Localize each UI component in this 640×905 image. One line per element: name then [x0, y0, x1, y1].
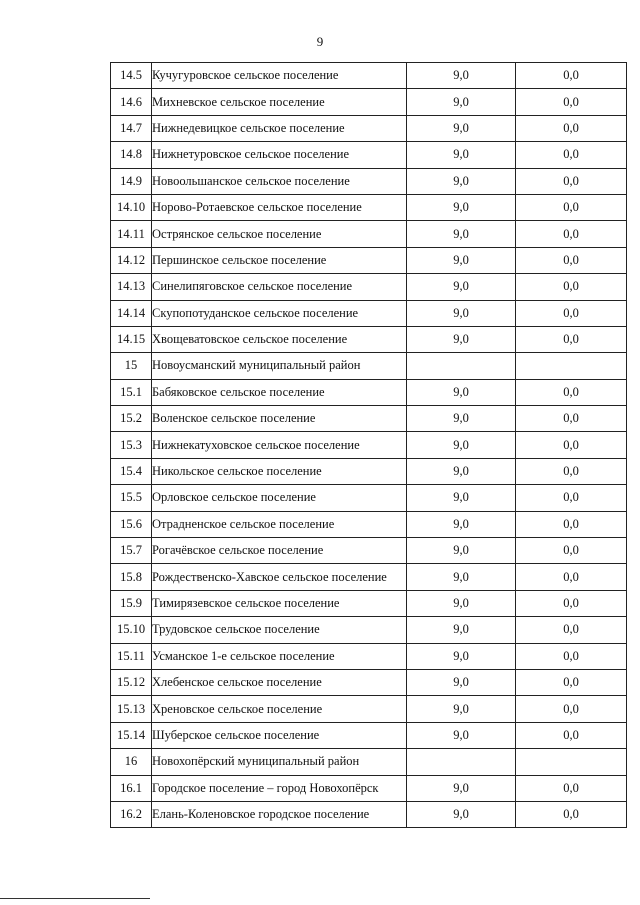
row-name-cell: Нижнетуровское сельское поселение	[152, 142, 407, 168]
row-number-cell: 15.5	[111, 485, 152, 511]
row-name-cell: Трудовское сельское поселение	[152, 617, 407, 643]
row-value-1-cell: 9,0	[407, 142, 516, 168]
row-value-2-cell: 0,0	[516, 194, 627, 220]
row-number-cell: 14.9	[111, 168, 152, 194]
row-number-cell: 15.12	[111, 669, 152, 695]
row-name-cell: Новоольшанское сельское поселение	[152, 168, 407, 194]
row-name-cell: Острянское сельское поселение	[152, 221, 407, 247]
row-number-cell: 15.8	[111, 564, 152, 590]
table-row	[111, 379, 627, 405]
footnote-divider	[0, 898, 150, 899]
row-name-cell: Скупопотуданское сельское поселение	[152, 300, 407, 326]
row-number-cell: 15.7	[111, 538, 152, 564]
page-number: 9	[316, 34, 324, 49]
row-value-2-cell: 0,0	[516, 590, 627, 616]
row-value-1-cell	[407, 749, 516, 775]
table-row	[111, 432, 627, 458]
row-value-1-cell: 9,0	[407, 168, 516, 194]
table-body	[111, 63, 627, 828]
row-value-2-cell: 0,0	[516, 89, 627, 115]
row-value-2-cell: 0,0	[516, 379, 627, 405]
row-value-1-cell: 9,0	[407, 617, 516, 643]
row-value-2-cell: 0,0	[516, 221, 627, 247]
row-value-2-cell: 0,0	[516, 168, 627, 194]
row-number-cell: 15.14	[111, 722, 152, 748]
row-value-2-cell: 0,0	[516, 643, 627, 669]
row-value-1-cell: 9,0	[407, 63, 516, 89]
row-number-cell: 14.10	[111, 194, 152, 220]
table-row	[111, 669, 627, 695]
row-value-1-cell: 9,0	[407, 775, 516, 801]
table-row	[111, 458, 627, 484]
row-name-cell: Нижнедевицкое сельское поселение	[152, 115, 407, 141]
row-value-2-cell: 0,0	[516, 406, 627, 432]
row-value-1-cell: 9,0	[407, 722, 516, 748]
row-value-1-cell: 9,0	[407, 221, 516, 247]
row-value-2-cell: 0,0	[516, 538, 627, 564]
row-value-1-cell: 9,0	[407, 669, 516, 695]
row-number-cell: 15.13	[111, 696, 152, 722]
row-value-2-cell: 0,0	[516, 801, 627, 827]
row-number-cell: 14.14	[111, 300, 152, 326]
table-row	[111, 775, 627, 801]
row-number-cell: 14.12	[111, 247, 152, 273]
row-name-cell: Синелипяговское сельское поселение	[152, 274, 407, 300]
table-row	[111, 485, 627, 511]
row-value-1-cell: 9,0	[407, 801, 516, 827]
row-value-1-cell: 9,0	[407, 115, 516, 141]
row-number-cell: 14.8	[111, 142, 152, 168]
table-row	[111, 142, 627, 168]
row-value-1-cell: 9,0	[407, 696, 516, 722]
row-value-1-cell: 9,0	[407, 485, 516, 511]
row-name-cell: Норово-Ротаевское сельское поселение	[152, 194, 407, 220]
row-number-cell: 14.11	[111, 221, 152, 247]
row-name-cell: Тимирязевское сельское поселение	[152, 590, 407, 616]
table-row	[111, 696, 627, 722]
row-value-1-cell: 9,0	[407, 194, 516, 220]
row-value-2-cell: 0,0	[516, 115, 627, 141]
table-row	[111, 590, 627, 616]
row-name-cell: Шуберское сельское поселение	[152, 722, 407, 748]
row-value-1-cell: 9,0	[407, 643, 516, 669]
row-number-cell: 16.1	[111, 775, 152, 801]
row-name-cell: Рогачёвское сельское поселение	[152, 538, 407, 564]
table-row	[111, 274, 627, 300]
row-value-1-cell: 9,0	[407, 379, 516, 405]
table-row	[111, 168, 627, 194]
row-name-cell: Отрадненское сельское поселение	[152, 511, 407, 537]
table-row	[111, 194, 627, 220]
row-number-cell: 15.6	[111, 511, 152, 537]
row-name-cell: Рождественско-Хавское сельское поселение	[152, 564, 407, 590]
row-value-2-cell: 0,0	[516, 300, 627, 326]
row-number-cell: 15.9	[111, 590, 152, 616]
row-name-cell: Кучугуровское сельское поселение	[152, 63, 407, 89]
row-number-cell: 15.1	[111, 379, 152, 405]
table-row	[111, 801, 627, 827]
row-value-2-cell: 0,0	[516, 247, 627, 273]
row-name-cell: Новоусманский муниципальный район	[152, 353, 407, 379]
row-number-cell: 15.11	[111, 643, 152, 669]
rates-table	[110, 62, 627, 828]
row-value-2-cell: 0,0	[516, 326, 627, 352]
row-number-cell: 15	[111, 353, 152, 379]
row-name-cell: Орловское сельское поселение	[152, 485, 407, 511]
row-value-2-cell: 0,0	[516, 617, 627, 643]
row-number-cell: 15.4	[111, 458, 152, 484]
row-name-cell: Воленское сельское поселение	[152, 406, 407, 432]
row-value-1-cell: 9,0	[407, 89, 516, 115]
row-name-cell: Городское поселение – город Новохопёрск	[152, 775, 407, 801]
row-number-cell: 14.7	[111, 115, 152, 141]
row-number-cell: 16.2	[111, 801, 152, 827]
table-row	[111, 511, 627, 537]
row-number-cell: 14.6	[111, 89, 152, 115]
table-row	[111, 406, 627, 432]
table-row	[111, 564, 627, 590]
row-value-2-cell: 0,0	[516, 696, 627, 722]
row-value-2-cell	[516, 353, 627, 379]
table-row	[111, 749, 627, 775]
row-number-cell: 14.5	[111, 63, 152, 89]
row-name-cell: Елань-Коленовское городское поселение	[152, 801, 407, 827]
row-value-2-cell: 0,0	[516, 722, 627, 748]
row-name-cell: Першинское сельское поселение	[152, 247, 407, 273]
row-name-cell: Никольское сельское поселение	[152, 458, 407, 484]
row-value-1-cell: 9,0	[407, 538, 516, 564]
row-name-cell: Хреновское сельское поселение	[152, 696, 407, 722]
row-number-cell: 15.10	[111, 617, 152, 643]
row-number-cell: 16	[111, 749, 152, 775]
row-number-cell: 15.2	[111, 406, 152, 432]
row-name-cell: Усманское 1-е сельское поселение	[152, 643, 407, 669]
table-row	[111, 89, 627, 115]
row-name-cell: Хвощеватовское сельское поселение	[152, 326, 407, 352]
row-number-cell: 14.15	[111, 326, 152, 352]
table-row	[111, 617, 627, 643]
row-name-cell: Хлебенское сельское поселение	[152, 669, 407, 695]
row-value-2-cell: 0,0	[516, 669, 627, 695]
row-value-2-cell: 0,0	[516, 564, 627, 590]
row-value-1-cell: 9,0	[407, 564, 516, 590]
row-value-1-cell: 9,0	[407, 590, 516, 616]
row-value-1-cell: 9,0	[407, 247, 516, 273]
row-value-2-cell	[516, 749, 627, 775]
row-value-2-cell: 0,0	[516, 432, 627, 458]
row-value-1-cell: 9,0	[407, 511, 516, 537]
row-value-1-cell: 9,0	[407, 326, 516, 352]
row-value-1-cell: 9,0	[407, 432, 516, 458]
row-name-cell: Бабяковское сельское поселение	[152, 379, 407, 405]
table-row	[111, 63, 627, 89]
row-value-1-cell: 9,0	[407, 406, 516, 432]
row-value-2-cell: 0,0	[516, 458, 627, 484]
row-value-2-cell: 0,0	[516, 485, 627, 511]
row-value-1-cell: 9,0	[407, 274, 516, 300]
table-row	[111, 326, 627, 352]
row-name-cell: Михневское сельское поселение	[152, 89, 407, 115]
table-row	[111, 300, 627, 326]
row-number-cell: 15.3	[111, 432, 152, 458]
row-value-2-cell: 0,0	[516, 63, 627, 89]
table-row	[111, 221, 627, 247]
table-row	[111, 643, 627, 669]
row-value-2-cell: 0,0	[516, 775, 627, 801]
table-row	[111, 115, 627, 141]
table-row	[111, 538, 627, 564]
row-name-cell: Нижнекатуховское сельское поселение	[152, 432, 407, 458]
table-row	[111, 353, 627, 379]
row-value-1-cell: 9,0	[407, 458, 516, 484]
row-value-1-cell	[407, 353, 516, 379]
row-value-2-cell: 0,0	[516, 142, 627, 168]
row-value-1-cell: 9,0	[407, 300, 516, 326]
row-name-cell: Новохопёрский муниципальный район	[152, 749, 407, 775]
row-value-2-cell: 0,0	[516, 274, 627, 300]
table-row	[111, 247, 627, 273]
table-row	[111, 722, 627, 748]
row-value-2-cell: 0,0	[516, 511, 627, 537]
row-number-cell: 14.13	[111, 274, 152, 300]
